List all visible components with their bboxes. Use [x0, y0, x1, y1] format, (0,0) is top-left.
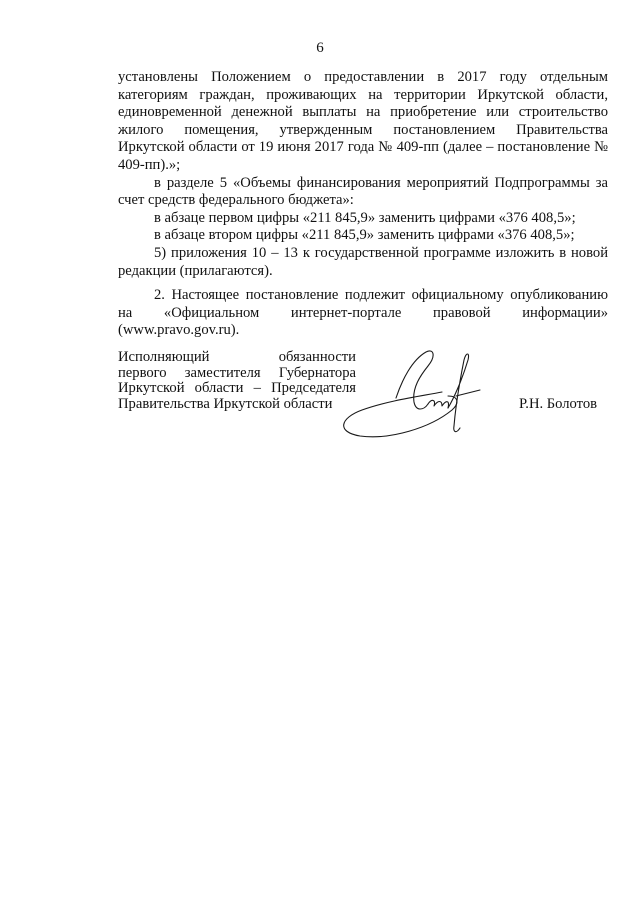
paragraph-amendment-second: в абзаце втором цифры «211 845,9» заменить цифрами «376 408,5»; — [154, 227, 575, 244]
handwritten-signature — [330, 340, 490, 445]
signatory-name: Р.Н. Болотов — [519, 396, 598, 412]
paragraph-amendment-first: в абзаце первом цифры «211 845,9» заменить цифрами «376 408,5»; — [154, 209, 576, 226]
paragraph-section-5: в разделе 5 «Объемы финансирования мероприятий Подпрограммы за счет средств федерального бюджета»: — [118, 174, 608, 209]
signatory-position-line: первого заместителя Губернатора — [118, 364, 356, 381]
signatory-position-line: Иркутской области – Председателя — [118, 380, 356, 397]
paragraph-appendices: 5) приложения 10 – 13 к государственной программе изложить в новой редакции (прилагаются). — [118, 244, 608, 279]
page-number: 6 — [316, 40, 324, 56]
signatory-position-line: Правительства Иркутской области — [118, 395, 333, 412]
signatory-position-line: Исполняющий обязанности — [118, 349, 356, 365]
paragraph-continuation: установлены Положением о предоставлении в 2017 году отдельным категориям граждан, проживающих на территории Иркутской области, единовременной денежной выплаты на приобретение или строительство жилого помещения, утвержденным постановлением Правительства Иркутской области от 19 июня 2017 года № 409-пп (далее – постановление № 409-пп).»; — [118, 69, 608, 173]
signatory-position — [118, 350, 356, 412]
document-body — [118, 69, 608, 340]
paragraph-publication: 2. Настоящее постановление подлежит официальному опубликованию на «Официальном интернет-портале правовой информации» (www.pravo.gov.ru). — [118, 287, 608, 339]
